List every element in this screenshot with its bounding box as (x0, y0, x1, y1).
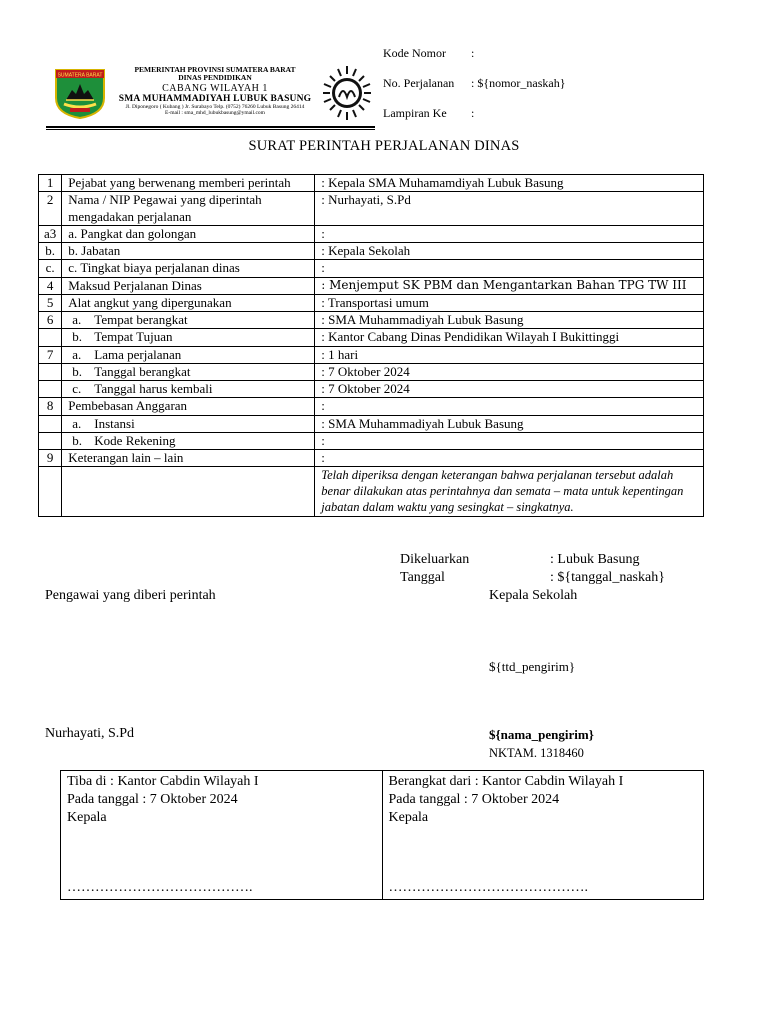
departure-head-label: Kepala (388, 810, 429, 826)
table-row (39, 243, 704, 260)
kode-nomor-field (383, 46, 474, 61)
row-sub-marker: c. (72, 381, 82, 396)
row-sub-label: Tempat berangkat (94, 312, 188, 327)
letterhead-divider-thin (46, 129, 375, 130)
table-row (39, 381, 704, 398)
table-row (39, 415, 704, 432)
province-logo (52, 64, 108, 120)
row-sub-marker: b. (72, 329, 83, 345)
row-number (39, 381, 62, 398)
letterhead (112, 66, 318, 116)
row-number: 6 (39, 312, 62, 329)
departure-cell (382, 771, 704, 900)
departure-date: Pada tanggal : 7 Oktober 2024 (388, 792, 560, 808)
no-perjalanan-field (383, 76, 566, 91)
arrival-cell (61, 771, 383, 900)
row-label: a. Pangkat dan golongan (62, 225, 315, 242)
issued-place (400, 552, 639, 568)
row-sub-marker: a. (72, 346, 82, 362)
left-signatory-name: Nurhayati, S.Pd (45, 726, 135, 741)
table-row (39, 363, 704, 380)
row-sub-marker: b. (72, 432, 83, 448)
issued-date-value: : ${tanggal_naskah} (550, 570, 665, 585)
row-value: : (315, 432, 704, 449)
kode-nomor-value: : (471, 46, 475, 60)
row-label: Pembebasan Anggaran (62, 398, 315, 415)
row-value: : 7 Oktober 2024 (315, 363, 704, 380)
kode-nomor-label: Kode Nomor (383, 46, 446, 60)
row-label: Nama / NIP Pegawai yang diperintah mengadakan perjalanan (62, 192, 315, 226)
table-row (39, 329, 704, 346)
row-number (39, 363, 62, 380)
row-value: : (315, 398, 704, 415)
departure-signature-line: ……………………………………. (388, 879, 588, 895)
row-label: c. Tingkat biaya perjalanan dinas (62, 260, 315, 277)
row-value: : SMA Muhammadiyah Lubuk Basung (315, 312, 704, 329)
right-signatory-name: ${nama_pengirim} (489, 727, 594, 742)
letterhead-school-name: SMA MUHAMMADIYAH LUBUK BASUNG (118, 93, 312, 104)
row-value: : Transportasi umum (315, 294, 704, 311)
table-row (39, 467, 704, 517)
table-row (39, 294, 704, 311)
letterhead-line3: CABANG WILAYAH 1 (162, 82, 268, 94)
signature-placeholder: ${ttd_pengirim} (489, 659, 576, 674)
left-signatory-title: Pengawai yang diberi perintah (45, 588, 216, 603)
row-sub-label: Instansi (94, 415, 135, 431)
row-sub-label: Tanggal harus kembali (94, 381, 213, 396)
row-label (62, 432, 315, 449)
lampiran-value: : (471, 106, 475, 120)
row-label: b. Jabatan (62, 243, 315, 260)
row-label: Alat angkut yang dipergunakan (62, 294, 315, 311)
issued-place-value: : Lubuk Basung (550, 552, 640, 567)
row-label (62, 312, 315, 329)
no-perjalanan-label: No. Perjalanan (383, 76, 455, 90)
travel-order-table (38, 174, 704, 517)
letterhead-line1: PEMERINTAH PROVINSI SUMATERA BARAT (134, 65, 296, 74)
row-value: : Kepala Sekolah (315, 243, 704, 260)
row-value: : 1 hari (315, 346, 704, 363)
row-value: : 7 Oktober 2024 (315, 381, 704, 398)
row-number: 8 (39, 398, 62, 415)
row-value: : (315, 225, 704, 242)
arrival-departure-table (60, 770, 704, 900)
row-number: a3 (39, 225, 62, 242)
row-number: c. (39, 260, 62, 277)
table-row (61, 771, 704, 900)
letterhead-email: E-mail : sma_mhd_lubukbasung@ymail.com (165, 109, 265, 116)
table-row (39, 312, 704, 329)
row-label: Maksud Perjalanan Dinas (62, 277, 315, 294)
row-label: Pejabat yang berwenang memberi perintah (62, 175, 315, 192)
row-number: 2 (39, 192, 62, 226)
table-row (39, 277, 704, 294)
verification-note: Telah diperiksa dengan keterangan bahwa perjalanan tersebut adalah benar dilakukan atas perintahnya dan semata – mata untuk kepentingan jabatan dalam waktu yang sesingkat – singkatnya. (315, 467, 704, 517)
row-number: 5 (39, 294, 62, 311)
right-signatory-title: Kepala Sekolah (489, 588, 578, 603)
letterhead-line2: DINAS PENDIDIKAN (178, 73, 252, 83)
muhammadiyah-logo (322, 62, 372, 124)
letterhead-divider (46, 126, 375, 128)
row-value: : SMA Muhammadiyah Lubuk Basung (315, 415, 704, 432)
row-value: : Nurhayati, S.Pd (315, 192, 704, 226)
row-sub-label: Lama perjalanan (94, 346, 182, 362)
row-sub-marker: a. (72, 312, 82, 327)
arrival-place: Tiba di : Kantor Cabdin Wilayah I (67, 774, 259, 789)
row-label (62, 346, 315, 363)
row-label (62, 415, 315, 432)
row-number: 1 (39, 175, 62, 192)
row-number (39, 432, 62, 449)
issued-place-label: Dikeluarkan (400, 552, 470, 567)
table-row (39, 398, 704, 415)
row-sub-label: Tanggal berangkat (94, 363, 191, 379)
row-value: : Kepala SMA Muhamamdiyah Lubuk Basung (315, 175, 704, 192)
row-value: : (315, 260, 704, 277)
arrival-signature-line: …………………………………. (67, 879, 253, 895)
table-row (39, 175, 704, 192)
row-label (62, 329, 315, 346)
arrival-head-label: Kepala (67, 810, 107, 826)
row-sub-label: Tempat Tujuan (94, 329, 173, 345)
row-label (62, 381, 315, 398)
issued-date (400, 570, 665, 586)
row-sub-marker: a. (72, 415, 82, 431)
arrival-date: Pada tanggal : 7 Oktober 2024 (67, 792, 238, 808)
lampiran-label: Lampiran Ke (383, 106, 447, 120)
table-row (39, 346, 704, 363)
document-title: SURAT PERINTAH PERJALANAN DINAS (248, 138, 520, 154)
row-value: : Menjemput SK PBM dan Mengantarkan Bahan TPG TW III (315, 277, 704, 294)
letterhead-address: Jl. Diponegoro ( Kubang ) Jr. Surabayo Telp. (0752) 76260 Lubuk Basung 26414 (125, 103, 305, 110)
row-number: 4 (39, 277, 62, 294)
row-number: 7 (39, 346, 62, 363)
row-label: Keterangan lain – lain (62, 450, 315, 467)
row-number (39, 329, 62, 346)
row-value: : (315, 450, 704, 467)
table-row (39, 450, 704, 467)
right-signatory-nktam: NKTAM. 1318460 (489, 746, 584, 760)
table-row (39, 192, 704, 226)
row-value: : Kantor Cabang Dinas Pendidikan Wilayah I Bukittinggi (315, 329, 704, 346)
row-sub-marker: b. (72, 363, 83, 379)
row-label (62, 363, 315, 380)
departure-place: Berangkat dari : Kantor Cabdin Wilayah I (388, 774, 624, 789)
no-perjalanan-value: : ${nomor_naskah} (471, 76, 566, 90)
lampiran-field (383, 106, 474, 121)
row-number (39, 467, 62, 517)
issued-date-label: Tanggal (400, 570, 445, 585)
row-number (39, 415, 62, 432)
row-number: 9 (39, 450, 62, 467)
province-logo-text: SUMATERA BARAT (57, 72, 103, 79)
row-label (62, 467, 315, 517)
table-row (39, 225, 704, 242)
row-sub-label: Kode Rekening (94, 432, 176, 448)
table-row (39, 432, 704, 449)
table-row (39, 260, 704, 277)
row-number: b. (39, 243, 62, 260)
